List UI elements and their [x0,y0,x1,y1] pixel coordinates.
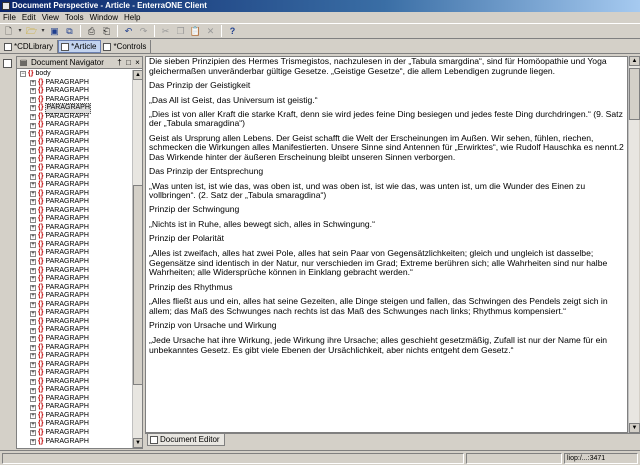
expand-icon[interactable]: + [31,105,35,112]
tree-node-label: PARAGRAPH [45,386,89,394]
expand-icon[interactable]: + [31,139,35,146]
document-paragraph[interactable]: „Jede Ursache hat ihre Wirkung, jede Wirkung ihre Ursache; alles geschieht gesetzmäßig, Zufall ist nur der Name für ein unbekanntes Gesetz. Es gibt viele Ebenen der Ursächlichkeit, aber nichts entgeht dem Gesetz.“ [149,334,608,355]
element-icon: {} [38,428,44,436]
element-icon: {} [38,206,44,214]
expand-icon[interactable]: + [31,122,35,129]
tree-node-label: PARAGRAPH [45,206,89,214]
element-icon: {} [38,181,44,189]
menu-edit[interactable]: Edit [21,13,36,22]
document-heading[interactable]: Prinzip der Polarität [149,233,224,244]
element-icon: {} [38,146,44,154]
tree-node-label: PARAGRAPH [45,420,89,428]
expand-icon[interactable]: + [31,396,35,403]
tree-node-paragraph[interactable] [17,104,132,113]
expand-icon[interactable]: + [31,378,35,385]
tree-node-label: PARAGRAPH [45,411,89,419]
tree-node-paragraph[interactable] [17,147,132,156]
dropdown-arrow-icon[interactable]: ▾ [18,28,22,34]
element-icon: {} [38,300,44,308]
expand-icon[interactable]: + [31,430,35,437]
tree-node-paragraph[interactable] [17,173,132,182]
element-icon: {} [28,70,34,77]
perspective-tab-bar [0,39,640,54]
expand-icon[interactable]: + [31,96,35,103]
tree-node-label: PARAGRAPH [45,164,89,172]
element-icon: {} [38,369,44,377]
tree-node-paragraph[interactable] [17,429,132,438]
scroll-down-icon[interactable]: ▼ [629,423,640,433]
element-icon: {} [38,292,44,300]
open-icon[interactable]: 🗁 [25,25,38,36]
tree-node-paragraph[interactable] [17,258,132,267]
print-preview-icon[interactable]: ⎗ [102,25,111,36]
tree-node-paragraph[interactable] [17,412,132,421]
element-icon: {} [38,403,44,411]
tree-node-label: PARAGRAPH [45,103,90,114]
element-icon: {} [38,121,44,129]
element-icon: {} [38,437,44,445]
menu-file[interactable]: File [3,13,16,22]
document-body[interactable] [149,57,625,360]
tree-node-paragraph[interactable] [17,309,132,318]
expand-icon[interactable]: + [31,199,35,206]
document-paragraph[interactable]: „Alles fließt aus und ein, alles hat seine Gezeiten, alle Dinge steigen und fallen, das Schwingen des Pendels zeigt sich in allem; das Maß des Schwunges nach rechts ist das Maß des Schwunges nach links; Rhythmus kompensiert.“ [149,296,608,316]
expand-icon[interactable]: + [31,148,35,155]
toolbar-separator [117,25,118,37]
editor-tab-bar [145,433,640,447]
tree-node-label: PARAGRAPH [45,181,89,189]
tree-node-label: PARAGRAPH [45,437,89,445]
copy-icon[interactable]: ❐ [176,25,185,36]
tree-node-paragraph[interactable] [17,241,132,250]
element-icon: {} [38,258,44,266]
tree-root-node[interactable] [17,70,132,79]
tree-node-label: PARAGRAPH [45,428,89,436]
tree-node-paragraph[interactable] [17,361,132,370]
toolbar [0,23,640,39]
document-paragraph[interactable]: „Nichts ist in Ruhe, alles bewegt sich, alles in Schwingung.“ [149,219,375,230]
tree-node-paragraph[interactable] [17,138,132,147]
document-heading[interactable]: Das Prinzip der Entsprechung [149,165,264,176]
menu-help[interactable]: Help [124,13,141,22]
expand-icon[interactable]: + [31,293,35,300]
tab-label: *Article [71,42,97,51]
document-paragraph[interactable]: „Dies ist von aller Kraft die starke Kraft, denn sie wird jedes feine Ding besiegen und jedes feste Ding durchdringen.“ (9. Satz der „Tabula smaragdina“) [149,108,623,129]
tree-node-paragraph[interactable] [17,352,132,361]
tree-node-paragraph[interactable] [17,403,132,412]
document-heading[interactable]: Das Prinzip der Geistigkeit [149,79,251,90]
tree-node-paragraph[interactable] [17,395,132,404]
expand-icon[interactable]: + [31,327,35,334]
document-heading[interactable]: Prinzip von Ursache und Wirkung [149,320,277,331]
element-icon: {} [38,386,44,394]
expand-icon[interactable]: + [31,79,35,86]
expand-icon[interactable]: + [31,156,35,163]
tree-node-label: PARAGRAPH [45,360,89,368]
element-icon: {} [38,164,44,172]
tree-node-label: PARAGRAPH [45,215,89,223]
element-icon: {} [38,95,44,103]
expand-icon[interactable]: + [31,413,35,420]
tree-node-paragraph[interactable] [17,198,132,207]
tree-node-label: PARAGRAPH [45,334,89,342]
tree-node-paragraph[interactable] [17,344,132,353]
tree-node-paragraph[interactable] [17,335,132,344]
element-icon: {} [38,198,44,206]
tree-node-label: PARAGRAPH [45,394,89,402]
tree-node-paragraph[interactable] [17,164,132,173]
tree-node-paragraph[interactable] [17,326,132,335]
toolbar-separator [80,25,81,37]
element-icon: {} [38,78,44,86]
expand-icon[interactable]: + [31,387,35,394]
pin-icon[interactable]: † [117,57,122,67]
element-icon: {} [38,138,44,146]
element-icon: {} [38,326,44,334]
element-icon: {} [38,283,44,291]
save-icon[interactable]: ▣ [50,25,59,36]
navigator-title: Document Navigator [31,57,104,67]
status-position: liop:/...:3471 [564,453,638,464]
tree-node-paragraph[interactable] [17,181,132,190]
tab-label: Document Editor [160,434,220,444]
tree-node-paragraph[interactable] [17,267,132,276]
expand-icon[interactable]: + [31,319,35,326]
tree-node-paragraph[interactable] [17,386,132,395]
tree-node-label: PARAGRAPH [45,240,89,248]
element-icon: {} [38,129,44,137]
app-icon [2,2,10,10]
tree-node-label: PARAGRAPH [45,155,89,163]
library-icon [4,43,12,51]
scrollbar-thumb[interactable] [629,68,640,120]
element-icon: {} [38,317,44,325]
menu-window[interactable]: Window [89,13,119,22]
tree-node-label: PARAGRAPH [45,146,89,154]
element-icon: {} [38,223,44,231]
tab-article[interactable] [58,40,101,53]
tree-node-paragraph[interactable] [17,121,132,130]
element-icon: {} [38,360,44,368]
tree-node-label: PARAGRAPH [45,275,89,283]
scroll-up-icon[interactable]: ▲ [629,56,640,66]
expand-icon[interactable]: + [31,88,35,95]
print-icon[interactable]: ⎙ [87,25,96,36]
expand-icon[interactable]: + [31,225,35,232]
expand-icon[interactable]: + [31,353,35,360]
scroll-up-icon[interactable]: ▲ [133,70,143,80]
navigator-icon: ▤ [19,57,28,67]
tree-node-paragraph[interactable] [17,232,132,241]
status-cell [466,453,562,464]
tree-node-label: PARAGRAPH [45,87,89,95]
expand-icon[interactable]: + [31,284,35,291]
tree-node-label: PARAGRAPH [45,309,89,317]
element-icon: {} [38,266,44,274]
tree-node-label: PARAGRAPH [45,172,89,180]
expand-icon[interactable]: + [31,344,35,351]
status-bar [0,450,640,465]
element-icon: {} [38,249,44,257]
delete-icon[interactable]: ✕ [206,25,215,36]
minimize-icon[interactable]: □ [126,57,131,67]
paste-icon[interactable]: 📋 [189,25,202,36]
expand-icon[interactable]: + [31,421,35,428]
dropdown-arrow-icon[interactable]: ▾ [41,28,45,34]
title-bar [0,0,640,12]
element-icon: {} [38,155,44,163]
window-title: Document Perspective - Article - EnterraONE Client [12,1,207,10]
tree-node-label: PARAGRAPH [45,129,89,137]
document-paragraph[interactable]: „Alles ist zweifach, alles hat zwei Pole, alles hat sein Paar von Gegensätzlichkeiten; gleich und ungleich ist dasselbe; Gegensätze sind identisch in der Natur, nur verschieden im Grad; Extreme berühren sich; alle Wahrheiten sind nur halbe Wahrheiten; alle Widersprüche können in Einklang gebracht werden.“ [149,248,608,278]
tree-node-paragraph[interactable] [17,79,132,88]
article-icon [61,43,69,51]
tree-node-paragraph[interactable] [17,190,132,199]
element-icon: {} [38,104,44,112]
close-icon[interactable]: × [135,57,140,67]
tree-node-label: PARAGRAPH [45,266,89,274]
tree-node-paragraph[interactable] [17,369,132,378]
new-icon[interactable]: 🗋 [4,25,13,36]
navigator-view-icon[interactable] [3,59,12,68]
tree-node-label: PARAGRAPH [45,249,89,257]
cut-icon[interactable]: ✂ [161,25,170,36]
element-icon: {} [38,189,44,197]
tree-node-paragraph[interactable] [17,207,132,216]
element-icon: {} [38,377,44,385]
controls-icon [103,43,111,51]
tree-node-paragraph[interactable] [17,249,132,258]
tree-node-label: PARAGRAPH [45,121,89,129]
tree-node-label: PARAGRAPH [45,292,89,300]
save-all-icon[interactable]: ⧉ [66,25,73,36]
editor-scrollbar[interactable] [628,56,639,433]
tree-node-paragraph[interactable] [17,292,132,301]
expand-icon[interactable]: + [31,404,35,411]
tree-node-paragraph[interactable] [17,318,132,327]
element-icon: {} [38,215,44,223]
expand-icon[interactable]: + [31,259,35,266]
tree-node-paragraph[interactable] [17,87,132,96]
element-icon: {} [38,420,44,428]
element-icon: {} [38,172,44,180]
expand-icon[interactable]: + [31,233,35,240]
expand-icon[interactable]: + [31,190,35,197]
document-paragraph[interactable]: „Das All ist Geist, das Universum ist geistig.“ [149,94,318,105]
undo-icon[interactable]: ↶ [124,25,133,36]
navigator-scrollbar[interactable] [132,70,142,448]
tree-node-label: PARAGRAPH [45,223,89,231]
tree-node-paragraph[interactable] [17,130,132,139]
expand-icon[interactable]: + [31,370,35,377]
tree-node-label: PARAGRAPH [45,95,89,103]
tree-node-paragraph[interactable] [17,420,132,429]
expand-icon[interactable]: + [31,216,35,223]
expand-icon[interactable]: + [31,267,35,274]
element-icon: {} [38,87,44,95]
element-icon: {} [38,343,44,351]
expand-icon[interactable]: + [31,361,35,368]
tree-node-label: PARAGRAPH [45,300,89,308]
expand-icon[interactable]: + [31,165,35,172]
expand-icon[interactable]: + [31,302,35,309]
tree-node-paragraph[interactable] [17,275,132,284]
tab-label: *Controls [113,42,147,51]
element-icon: {} [38,112,44,120]
expand-icon[interactable]: + [31,114,35,120]
tab-label: *CDLibrary [14,42,54,51]
tree-node-label: PARAGRAPH [45,258,89,266]
redo-icon[interactable]: ↷ [139,25,148,36]
expand-icon[interactable]: + [31,173,35,180]
tree-node-label: PARAGRAPH [45,283,89,291]
element-icon: {} [38,232,44,240]
expand-icon[interactable]: + [31,438,35,445]
navigator-tree[interactable] [17,70,132,448]
expand-icon[interactable]: + [31,182,35,189]
tree-node-label: PARAGRAPH [45,326,89,334]
tree-node-label: PARAGRAPH [45,78,89,86]
tab-document-editor[interactable] [147,434,225,446]
tree-node-paragraph[interactable] [17,113,132,122]
expand-icon[interactable]: + [31,208,35,215]
help-icon[interactable]: ? [229,25,236,36]
collapse-icon[interactable]: − [21,71,25,78]
tree-node-label: PARAGRAPH [45,343,89,351]
document-paragraph[interactable]: Die sieben Prinzipien des Hermes Trismegistos, nachzulesen in der „Tabula smargdina“, sind für Homöopathie und Yoga gleichermaßen unveränderbar gültige Gesetze. „Geistige Gesetze“, die allem Lebendigen zugrunde liegen. [149,56,607,76]
element-icon: {} [38,411,44,419]
tree-node-label: PARAGRAPH [45,377,89,385]
scroll-down-icon[interactable]: ▼ [133,438,143,448]
tree-node-paragraph[interactable] [17,438,132,447]
document-paragraph[interactable]: „Was unten ist, ist wie das, was oben ist, und was oben ist, ist wie das, was unten ist, um die Wunder des Einen zu vollbringen“. (2. Satz der „Tabula smaragdina“) [149,180,586,201]
element-icon: {} [38,275,44,283]
navigator-header [17,57,142,69]
expand-icon[interactable]: + [31,310,35,317]
expand-icon[interactable]: + [31,336,35,343]
tree-node-paragraph[interactable] [17,378,132,387]
tree-node-paragraph[interactable] [17,224,132,233]
toolbar-separator [154,25,155,37]
document-navigator-panel [16,56,143,449]
expand-icon[interactable]: + [31,242,35,249]
tree-node-label: PARAGRAPH [45,369,89,377]
tree-node-label: PARAGRAPH [45,352,89,360]
expand-icon[interactable]: + [31,250,35,257]
document-paragraph[interactable]: Geist als Ursprung allen Lebens. Der Geist schafft die Welt der Erscheinungen im Außen. Wir sehen, fühlen, riechen, schmecken die Wirkungen alles Manifestierten. Unsere Sinne sind Antennen für „Erwirktes“, wie Rudolf Hauschka es nennt.2 Das Wirkende hinter der äußeren Erscheinung bleibt unseren Sinnen verborgen. [149,132,624,162]
element-icon: {} [38,240,44,248]
tree-node-label: PARAGRAPH [45,317,89,325]
document-heading[interactable]: Prinzip der Schwingung [149,204,240,215]
scrollbar-thumb[interactable] [133,185,143,385]
element-icon: {} [38,394,44,402]
tab-controls[interactable] [101,40,151,53]
element-icon: {} [38,352,44,360]
tree-node-label: PARAGRAPH [45,112,89,120]
left-view-strip [0,56,15,449]
menu-tools[interactable]: Tools [64,13,84,22]
document-editor[interactable] [145,56,628,433]
tree-node-label: PARAGRAPH [45,189,89,197]
document-heading[interactable]: Prinzip des Rhythmus [149,281,233,292]
tree-node-label: PARAGRAPH [45,198,89,206]
expand-icon[interactable]: + [31,276,35,283]
tab-cdlibrary[interactable] [2,40,58,53]
toolbar-separator [221,25,222,37]
tree-node-label: PARAGRAPH [45,232,89,240]
element-icon: {} [38,309,44,317]
tree-node-paragraph[interactable] [17,155,132,164]
tree-node-label: body [35,70,51,77]
tree-node-paragraph[interactable] [17,301,132,310]
tree-node-label: PARAGRAPH [45,403,89,411]
menu-view[interactable]: View [41,13,59,22]
tree-node-paragraph[interactable] [17,284,132,293]
tree-node-label: PARAGRAPH [45,138,89,146]
expand-icon[interactable]: + [31,131,35,138]
menu-bar [0,12,640,23]
status-message [2,453,464,464]
tree-node-paragraph[interactable] [17,215,132,224]
element-icon: {} [38,334,44,342]
editor-icon [150,436,158,444]
